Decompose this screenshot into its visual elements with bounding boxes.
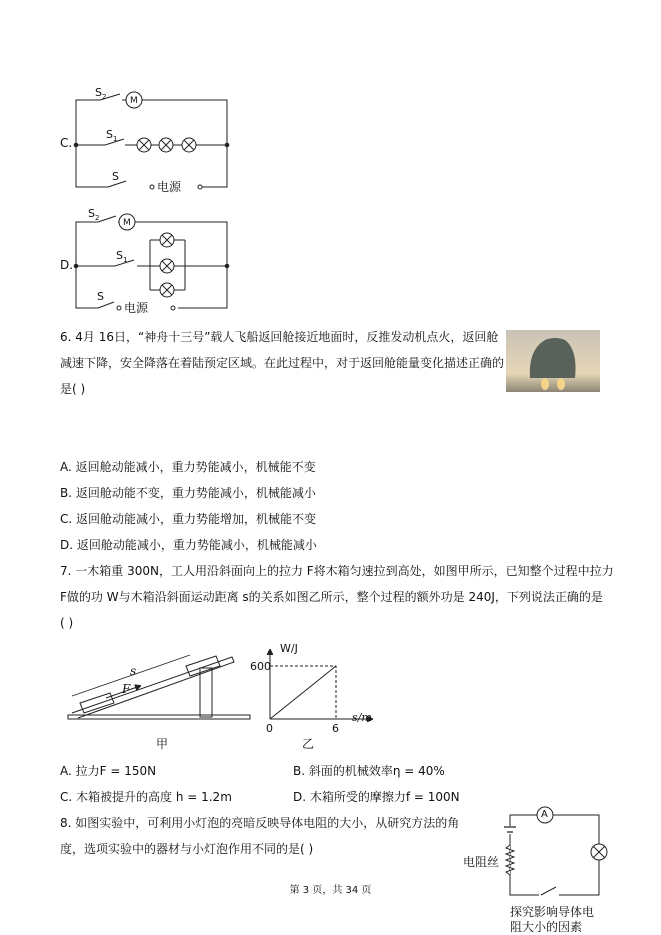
- power-source-label: 电源: [157, 180, 182, 194]
- figure-caption: 探究影响导体电: [510, 905, 595, 919]
- q6-line: 是( ): [60, 382, 86, 396]
- q7-line: F做的功 W与木箱沿斜面运动距离 s的关系如图乙所示，整个过程的额外功是 240J，下列说法正确的是: [60, 590, 603, 604]
- figure-caption: 阻大小的因素: [510, 920, 583, 934]
- switch-s2-label: $S_2$: [88, 207, 100, 223]
- q8-line: 度，选项实验中的器材与小灯泡作用不同的是( ): [60, 842, 314, 856]
- option-d-label: D.: [60, 258, 74, 272]
- q7-option-b[interactable]: B. 斜面的机械效率η = 40%: [293, 764, 445, 778]
- q6-option-b[interactable]: B. 返回舱动能不变，重力势能减小，机械能减小: [60, 486, 316, 500]
- force-f-label: F: [122, 682, 131, 696]
- motor-label: M: [123, 218, 131, 228]
- q6-line: 减速下降，安全降落在着陆预定区域。在此过程中，对于返回舱能量变化描述正确的: [60, 356, 505, 370]
- figure-a-caption: 甲: [156, 737, 169, 751]
- capsule-photo: [506, 330, 600, 392]
- switch-s2-label: $S_2$: [95, 86, 107, 102]
- switch-s1-label: $S_1$: [116, 249, 128, 265]
- distance-s-label: s: [130, 664, 137, 678]
- y-tick: 600: [250, 660, 271, 673]
- switch-s1-label: $S_1$: [106, 128, 118, 144]
- motor-label: M: [130, 96, 138, 106]
- resistance-wire-label: 电阻丝: [463, 855, 500, 869]
- x-axis-label: s/m: [352, 711, 372, 724]
- q6-option-c[interactable]: C. 返回舱动能减小，重力势能增加，机械能不变: [60, 512, 317, 526]
- option-c-label: C.: [60, 136, 73, 150]
- ammeter-label: A: [541, 809, 548, 820]
- origin-label: 0: [266, 722, 273, 735]
- circuit-c-diagram: [74, 92, 229, 190]
- q7-line: ( ): [60, 616, 74, 630]
- q7-option-a[interactable]: A. 拉力F = 150N: [60, 764, 157, 778]
- q7-line: 7. 一木箱重 300N，工人用沿斜面向上的拉力 F将木箱匀速拉到高处，如图甲所示，已知整个过程中拉力: [60, 564, 614, 578]
- q6-option-a[interactable]: A. 返回舱动能减小，重力势能减小，机械能不变: [60, 460, 316, 474]
- q8-line: 8. 如图实验中，可利用小灯泡的亮暗反映导体电阻的大小，从研究方法的角: [60, 816, 460, 830]
- figure-b-caption: 乙: [302, 737, 315, 751]
- incline-figure: [68, 655, 250, 719]
- q6-option-d[interactable]: D. 返回舱动能减小，重力势能减小，机械能减小: [60, 538, 317, 552]
- switch-s-label: S: [97, 290, 104, 303]
- q7-option-d[interactable]: D. 木箱所受的摩擦力f = 100N: [293, 790, 460, 804]
- switch-s-label: S: [112, 170, 119, 183]
- power-source-label: 电源: [124, 301, 149, 315]
- q6-line: 6. 4月 16日，“神舟十三号”载人飞船返回舱接近地面时，反推发动机点火，返回舱: [60, 330, 499, 344]
- y-axis-label: W/J: [280, 642, 298, 655]
- work-distance-graph: [270, 650, 372, 719]
- q7-option-c[interactable]: C. 木箱被提升的高度 h = 1.2m: [60, 790, 232, 804]
- x-tick: 6: [332, 722, 339, 735]
- page-footer: 第 3 页，共 34 页: [289, 885, 372, 896]
